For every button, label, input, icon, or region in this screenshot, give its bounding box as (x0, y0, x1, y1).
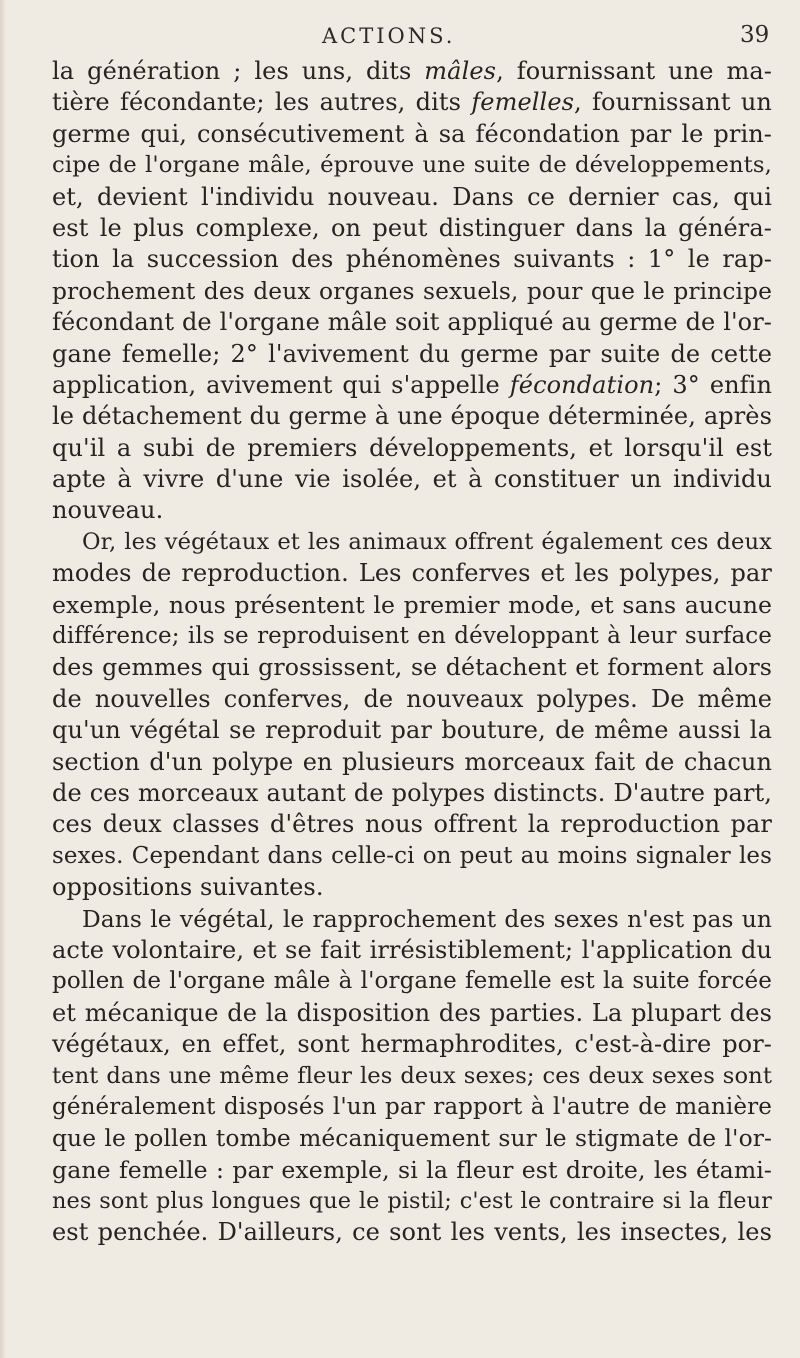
running-head: ACTIONS. (322, 24, 456, 48)
text-line: tent dans une même fleur les deux sexes; ces deux sexes sont (52, 1062, 772, 1089)
text-line: apte à vivre d'une vie isolée, et à constituer un individu (52, 465, 772, 494)
text-line: qu'il a subi de premiers développements, et lorsqu'il est (52, 433, 772, 462)
text-line: cipe de l'organe mâle, éprouve une suite de développements, (52, 152, 772, 179)
text-line: pollen de l'organe mâle à l'organe femelle est la suite forcée (52, 968, 772, 995)
body-text (52, 56, 772, 1249)
text-line: est le plus complexe, on peut distinguer dans la généra- (52, 213, 772, 242)
text-line: prochement des deux organes sexuels, pour que le principe (52, 276, 772, 305)
page-number: 39 (740, 22, 770, 48)
text-line: Or, les végétaux et les animaux offrent également ces deux (82, 528, 772, 555)
text-line: application, avivement qui s'appelle fécondation; 3° enfin (52, 370, 773, 399)
text-line: des gemmes qui grossissent, se détachent et forment alors (52, 653, 772, 682)
text-line: et mécanique de la disposition des parties. La plupart des (52, 998, 772, 1027)
text-line: que le pollen tombe mécaniquement sur le stigmate de l'or- (52, 1124, 772, 1153)
text-line: la génération ; les uns, dits mâles, fournissant une ma- (52, 57, 772, 85)
italic-term: mâles (424, 57, 497, 85)
text-line: ces deux classes d'êtres nous offrent la reproduction par (52, 810, 772, 839)
text-line: végétaux, en effet, sont hermaphrodites, c'est-à-dire por- (52, 1030, 772, 1059)
text-line: exemple, nous présentent le premier mode, et sans aucune (52, 590, 772, 619)
text-line: acte volontaire, et se fait irrésistiblement; l'application du (52, 935, 772, 964)
text-line: section d'un polype en plusieurs morceaux fait de chacun (52, 747, 772, 776)
page-binding-shadow (0, 0, 6, 1358)
text-line: de ces morceaux autant de polypes distincts. D'autre part, (52, 778, 772, 807)
text-line: généralement disposés l'un par rapport à l'autre de manière (52, 1093, 772, 1120)
text-line: et, devient l'individu nouveau. Dans ce dernier cas, qui (52, 182, 772, 211)
text-line: le détachement du germe à une époque déterminée, après (52, 402, 772, 431)
text-line: modes de reproduction. Les conferves et les polypes, par (52, 559, 772, 588)
italic-term: femelles (471, 88, 575, 117)
text-line: oppositions suivantes. (52, 873, 324, 902)
text-line: sexes. Cependant dans celle-ci on peut au moins signaler les (52, 842, 772, 869)
page-header (0, 14, 800, 54)
text-line: différence; ils se reproduisent en développant à leur surface (52, 623, 772, 650)
text-line: qu'un végétal se reproduit par bouture, de même aussi la (52, 716, 772, 745)
text-line: nes sont plus longues que le pistil; c'est le contraire si la fleur (52, 1188, 772, 1215)
text-line: nouveau. (52, 496, 164, 525)
text-line: est penchée. D'ailleurs, ce sont les vents, les insectes, les (52, 1218, 772, 1247)
text-line: gane femelle; 2° l'avivement du germe par suite de cette (52, 339, 772, 368)
text-line: Dans le végétal, le rapprochement des sexes n'est pas un (82, 904, 772, 933)
text-line: de nouvelles conferves, de nouveaux polypes. De même (52, 684, 772, 713)
text-line: germe qui, consécutivement à sa fécondation par le prin- (52, 119, 772, 148)
text-line: gane femelle : par exemple, si la fleur est droite, les étami- (52, 1155, 772, 1184)
text-line: tière fécondante; les autres, dits femelles, fournissant un (52, 88, 772, 117)
italic-term: fécondation (509, 370, 655, 399)
text-line: tion la succession des phénomènes suivants : 1° le rap- (52, 245, 772, 274)
text-line: fécondant de l'organe mâle soit appliqué au germe de l'or- (52, 308, 772, 337)
